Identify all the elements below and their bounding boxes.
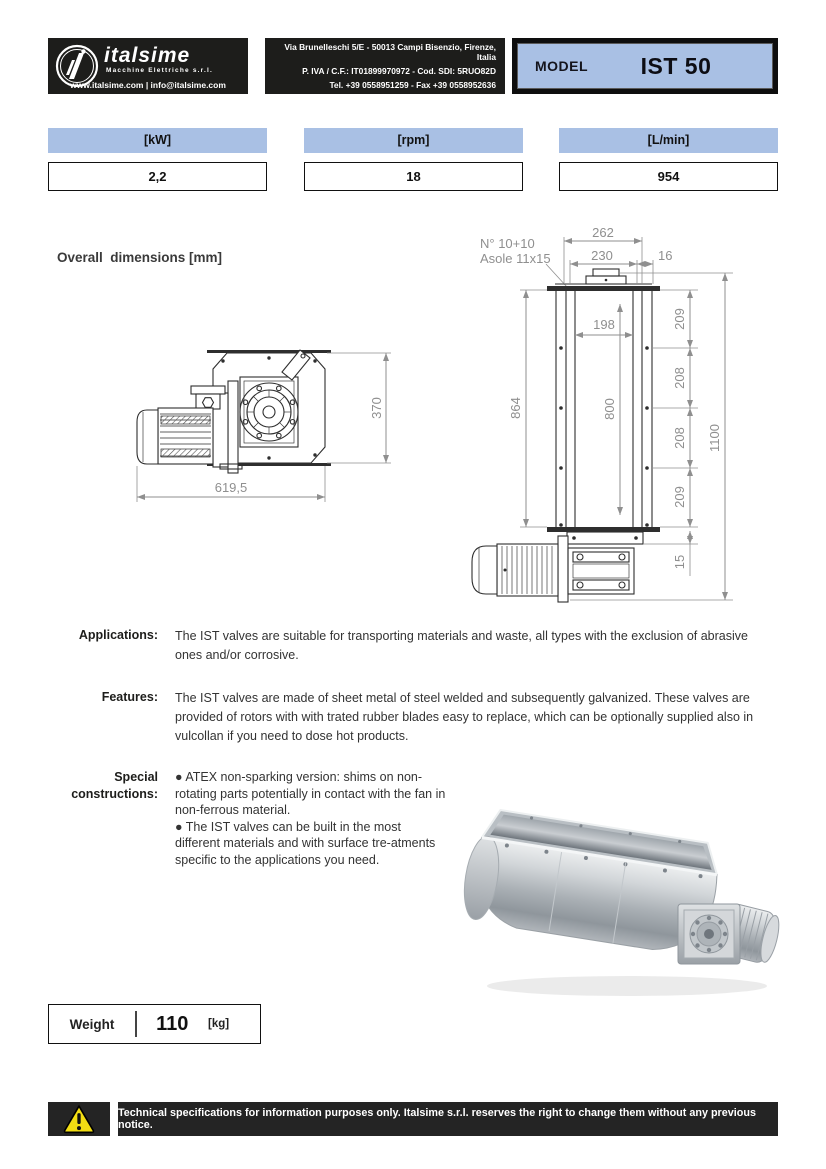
- footer-disclaimer: [118, 1102, 778, 1136]
- front-view-drawing: [458, 218, 793, 618]
- dim-seg5: 15: [672, 554, 687, 570]
- company-address: Via Brunelleschi 5/E - 50013 Campi Bisenzio, Firenze, Italia: [284, 42, 496, 62]
- brand-name: italsime: [104, 44, 191, 67]
- spec-column-kw: [48, 128, 267, 191]
- dim-top-inner: 230: [591, 248, 613, 263]
- features-label: Features:: [101, 690, 158, 704]
- company-phone: Tel. +39 0558951259 - Fax +39 0558952636: [329, 80, 496, 90]
- applications-text: The IST valves are suitable for transporting materials and waste, all types with the exclusion of abrasive ones and/or corrosive.: [175, 629, 748, 662]
- drill-note-line2: Asole 11x15: [480, 251, 551, 266]
- dim-inner-height: 800: [602, 398, 617, 420]
- company-info-panel: [265, 38, 505, 94]
- special-label-line2: constructions:: [71, 787, 158, 801]
- weight-label: Weight: [69, 1016, 115, 1032]
- logo-panel: [48, 38, 248, 94]
- spec-header: [L/min]: [559, 128, 778, 153]
- dim-top-side: 16: [658, 248, 673, 263]
- footer-text: Technical specifications for information purposes only. Italsime s.r.l. reserves the right to change them without any previous notice.: [118, 1107, 756, 1131]
- spec-column-rpm: [304, 128, 523, 191]
- spec-column-lmin: [559, 128, 778, 191]
- warning-triangle-icon: [60, 1104, 98, 1134]
- photo-gearbox: [678, 904, 740, 964]
- special-constructions-text: [175, 769, 449, 868]
- spec-value: 954: [559, 162, 778, 191]
- dim-inner-width: 198: [593, 317, 615, 332]
- features-text: The IST valves are made of sheet metal of steel welded and subsequently galvanized. These valves are provided of rotors with with trated rubber blades easy to replace, which can be optionally supplied also in vulcollan if you need to dose hot products.: [175, 691, 754, 743]
- dim-seg2: 208: [672, 367, 687, 389]
- dim-top-overall: 262: [592, 225, 614, 240]
- dim-left-height: 864: [508, 397, 523, 419]
- spec-value: 18: [304, 162, 523, 191]
- dim-side-height: 370: [369, 397, 384, 419]
- applications-label: Applications:: [78, 628, 158, 642]
- model-label: MODEL: [535, 58, 589, 74]
- dim-seg1: 209: [672, 308, 687, 330]
- spec-header: [kW]: [48, 128, 267, 153]
- spec-header: [rpm]: [304, 128, 523, 153]
- product-photo: [462, 786, 782, 1016]
- special-label-line1: Special: [114, 770, 158, 784]
- dim-seg4: 209: [672, 486, 687, 508]
- dim-seg3: 208: [672, 427, 687, 449]
- warning-panel: [48, 1102, 110, 1136]
- model-inner: [517, 43, 773, 89]
- header: [48, 38, 778, 94]
- dim-total-height: 1100: [707, 424, 722, 452]
- dim-side-width: 619,5: [214, 480, 248, 495]
- side-view-drawing: [95, 325, 435, 540]
- model-value: IST 50: [640, 52, 712, 79]
- brand-website: www.italsime.com | info@italsime.com: [70, 80, 226, 90]
- weight-value: 110: [156, 1012, 189, 1035]
- special-bullet-2: ● The IST valves can be built in the most different materials and with surface tre-atments specific to the applications you need.: [175, 819, 436, 867]
- company-vat: P. IVA / C.F.: IT01899970972 - Cod. SDI: 5RUO82D: [302, 66, 496, 76]
- dimensions-title: Overall dimensions [mm]: [57, 250, 223, 265]
- spec-value: 2,2: [48, 162, 267, 191]
- special-constructions-label: [40, 769, 158, 803]
- special-bullet-1: ● ATEX non-sparking version: shims on non-rotating parts potentially in contact with the fan in non-ferrous material.: [175, 770, 446, 817]
- weight-box: [48, 1004, 261, 1044]
- brand-subtitle: Macchine Elettriche s.r.l.: [106, 67, 214, 74]
- drill-note-line1: N° 10+10: [480, 236, 535, 251]
- weight-unit: [kg]: [208, 1018, 230, 1030]
- model-panel: [512, 38, 778, 94]
